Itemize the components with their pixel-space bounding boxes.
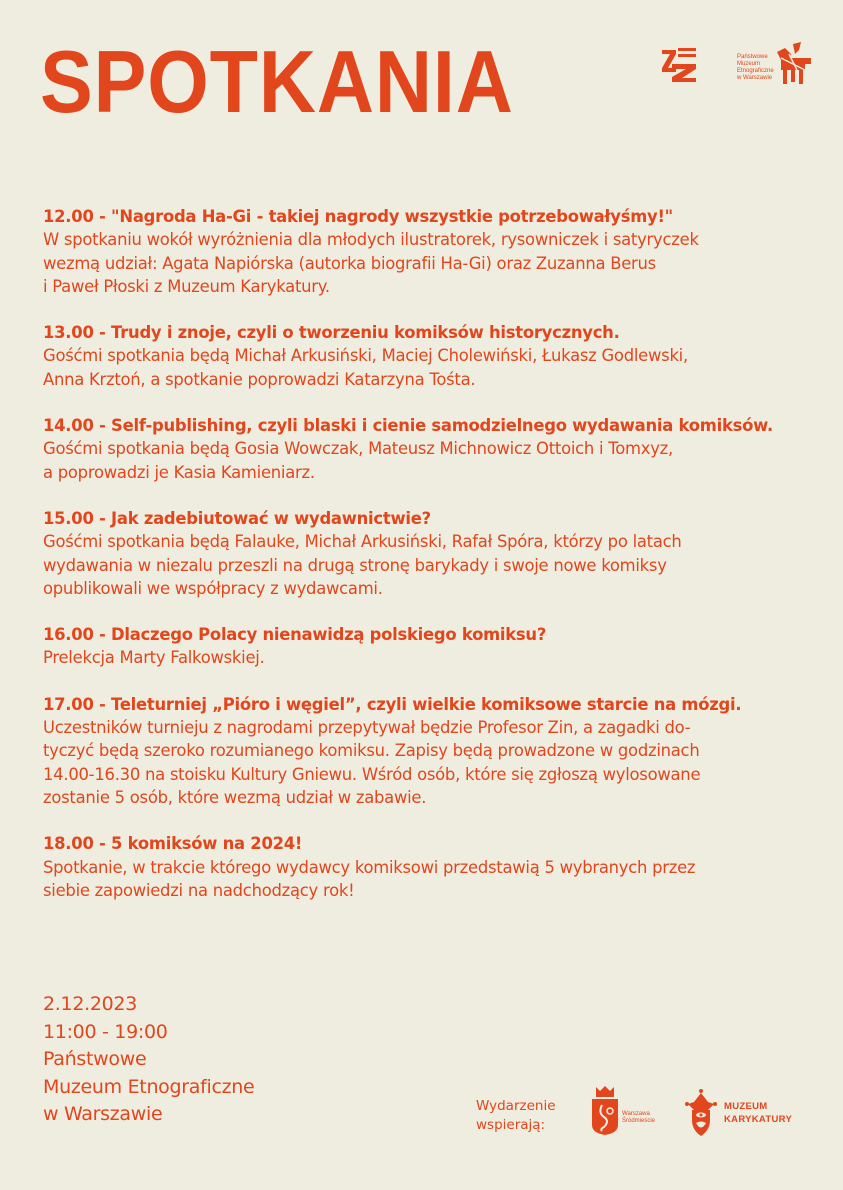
pme-logo	[737, 42, 817, 86]
program-item-title: 13.00 - Trudy i znoje, czyli o tworzeniu komiksów historycznych.	[43, 323, 620, 343]
event-hours: 11:00 - 19:00	[43, 1020, 168, 1043]
program-item-text: Spotkanie, w trakcie którego wydawcy komiksowi przedstawią 5 wybranych przez	[43, 857, 696, 877]
event-info	[43, 991, 254, 1129]
event-venue: Państwowe	[43, 1048, 147, 1070]
warszawa-srodmiescie-logo	[590, 1085, 660, 1137]
event-venue: w Warszawie	[43, 1103, 163, 1125]
program-item-1300	[43, 321, 833, 391]
program-item-text: tyczyć będą szeroko rozumianego komiksu. Zapisy będą prowadzone w godzinach	[43, 741, 700, 761]
program-item-title: 16.00 - Dlaczego Polacy nienawidzą polskiego komiksu?	[43, 625, 547, 645]
program-item-1700	[43, 693, 833, 809]
program-item-title: 17.00 - Teleturniej „Pióro i węgiel”, czyli wielkie komiksowe starcie na mózgi.	[43, 694, 742, 714]
program-item-text: Anna Krztoń, a spotkanie poprowadzi Katarzyna Tośta.	[43, 369, 476, 389]
jester-icon	[684, 1088, 718, 1138]
zwykle-zycie-logo	[660, 44, 700, 84]
warszawa-srodmiescie-text: Warszawa Śródmieście	[622, 1111, 656, 1124]
program-item-text: W spotkaniu wokół wyróżnienia dla młodych ilustratorek, rysowniczek i satyryczek	[43, 230, 699, 250]
program-item-text: Prelekcja Marty Falkowskiej.	[43, 648, 265, 668]
program-item-1800	[43, 832, 833, 902]
program-item-title: 14.00 - Self-publishing, czyli blaski i cienie samodzielnego wydawania komiksów.	[43, 416, 773, 436]
event-venue: Muzeum Etnograficzne	[43, 1075, 255, 1098]
program-item-1600	[43, 623, 833, 670]
program-item-1200	[43, 205, 833, 298]
muzeum-karykatury-logo	[684, 1088, 814, 1138]
program-item-1400	[43, 414, 833, 484]
program-item-text: Uczestników turnieju z nagrodami przepytywał będzie Profesor Zin, a zagadki do-	[43, 718, 691, 738]
program-item-text: Gośćmi spotkania będą Falauke, Michał Arkusiński, Rafał Spóra, którzy po latach	[43, 532, 682, 552]
program-item-text: wezmą udział: Agata Napiórska (autorka biografii Ha-Gi) oraz Zuzanna Berus	[43, 253, 656, 273]
program-item-text: siebie zapowiedzi na nadchodzący rok!	[43, 880, 355, 900]
event-date: 2.12.2023	[43, 993, 137, 1015]
winged-horse-icon	[771, 42, 817, 86]
program-item-text: i Paweł Płoski z Muzeum Karykatury.	[43, 276, 330, 296]
support-label: Wydarzenie wspierają:	[476, 1098, 556, 1133]
program-item-text: opublikowali we współpracy z wydawcami.	[43, 578, 383, 598]
pme-logo-text: Państwowe Muzeum Etnograficzne w Warszawie	[737, 54, 774, 81]
muzeum-karykatury-text: MUZEUM KARYKATURY	[724, 1101, 793, 1125]
warsaw-crest-icon	[590, 1085, 620, 1137]
program-item-title: 12.00 - "Nagroda Ha-Gi - takiej nagrody wszystkie potrzebowałyśmy!"	[43, 207, 673, 226]
program-item-1500	[43, 507, 833, 600]
program-item-title: 15.00 - Jak zadebiutować w wydawnictwie?	[43, 508, 431, 528]
program-item-text: 14.00-16.30 na stoisku Kultury Gniewu. Wśród osób, które się zgłoszą wylosowane	[43, 764, 701, 784]
program-item-text: Gośćmi spotkania będą Michał Arkusiński, Maciej Cholewiński, Łukasz Godlewski,	[43, 346, 688, 366]
page-title: SPOTKANIA	[40, 33, 514, 132]
program-item-text: a poprowadzi je Kasia Kamieniarz.	[43, 462, 315, 482]
program-item-text: zostanie 5 osób, które wezmą udział w zabawie.	[43, 787, 427, 807]
program-item-title: 18.00 - 5 komiksów na 2024!	[43, 834, 303, 854]
program-item-text: Gośćmi spotkania będą Gosia Wowczak, Mateusz Michnowicz Ottoich i Tomxyz,	[43, 439, 673, 459]
program-item-text: wydawania w niezalu przeszli na drugą stronę barykady i swoje nowe komiksy	[43, 555, 667, 575]
zz-logo-icon	[660, 44, 700, 84]
program-list	[43, 205, 833, 925]
